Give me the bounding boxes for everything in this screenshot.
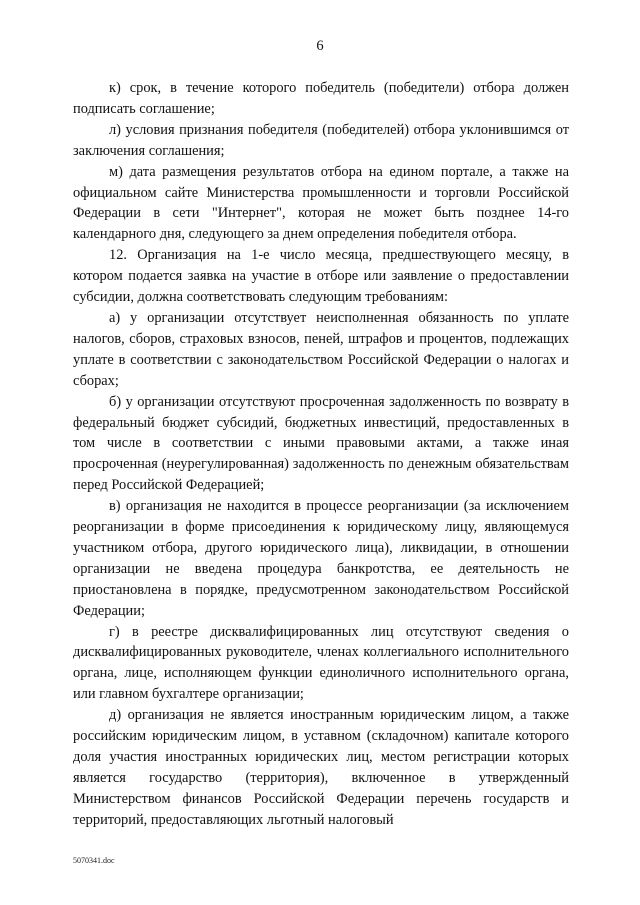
paragraph-d: д) организация не является иностранным юридическим лицом, а также российским юридическим лицом, в уставном (складочном) капитале которого доля участия иностранных юридических лиц, местом регистрации которых является государство (территория), включенное в утвержденный Министерством финансов Российской Федерации перечень государств и территорий, предоставляющих льготный налоговый [73,707,569,828]
paragraph-a: а) у организации отсутствует неисполненная обязанность по уплате налогов, сборов, страховых взносов, пеней, штрафов и процентов, подлежащих уплате в соответствии с законодательством Российской Федерации о налогах и сборах; [73,309,569,389]
paragraph-g: г) в реестре дисквалифицированных лиц отсутствуют сведения о дисквалифицированных руководителе, членах коллегиального исполнительного органа, лице, исполняющем функции единоличного исполнительного органа, или главном бухгалтере организации; [73,623,569,703]
document-body [73,78,569,831]
paragraph-l: л) условия признания победителя (победителей) отбора уклонившимся от заключения соглашения; [73,121,569,159]
page-number: 6 [316,38,324,54]
document-filename-footer: 5070341.doc [73,856,115,865]
paragraph-m: м) дата размещения результатов отбора на едином портале, а также на официальном сайте Министерства промышленности и торговли Российской Федерации в сети "Интернет", которая не может быть позднее 14-го календарного дня, следующего за днем определения победителя отбора. [73,163,569,243]
paragraph-v: в) организация не находится в процессе реорганизации (за исключением реорганизации в форме присоединения к юридическому лицу, являющемуся участником отбора, другого юридического лица), ликвидации, в отношении организации не введена процедура банкротства, ее деятельность не приостановлена в порядке, предусмотренном законодательством Российской Федерации; [73,498,569,619]
paragraph-b: б) у организации отсутствуют просроченная задолженность по возврату в федеральный бюджет субсидий, бюджетных инвестиций, предоставленных в том числе в соответствии с иными правовыми актами, а также иная просроченная (неурегулированная) задолженность по денежным обязательствам перед Российской Федерацией; [73,393,569,494]
paragraph-12: 12. Организация на 1-е число месяца, предшествующего месяцу, в котором подается заявка на участие в отборе или заявление о предоставлении субсидии, должна соответствовать следующим требованиям: [73,247,569,306]
paragraph-k: к) срок, в течение которого победитель (победители) отбора должен подписать соглашение; [73,80,569,117]
